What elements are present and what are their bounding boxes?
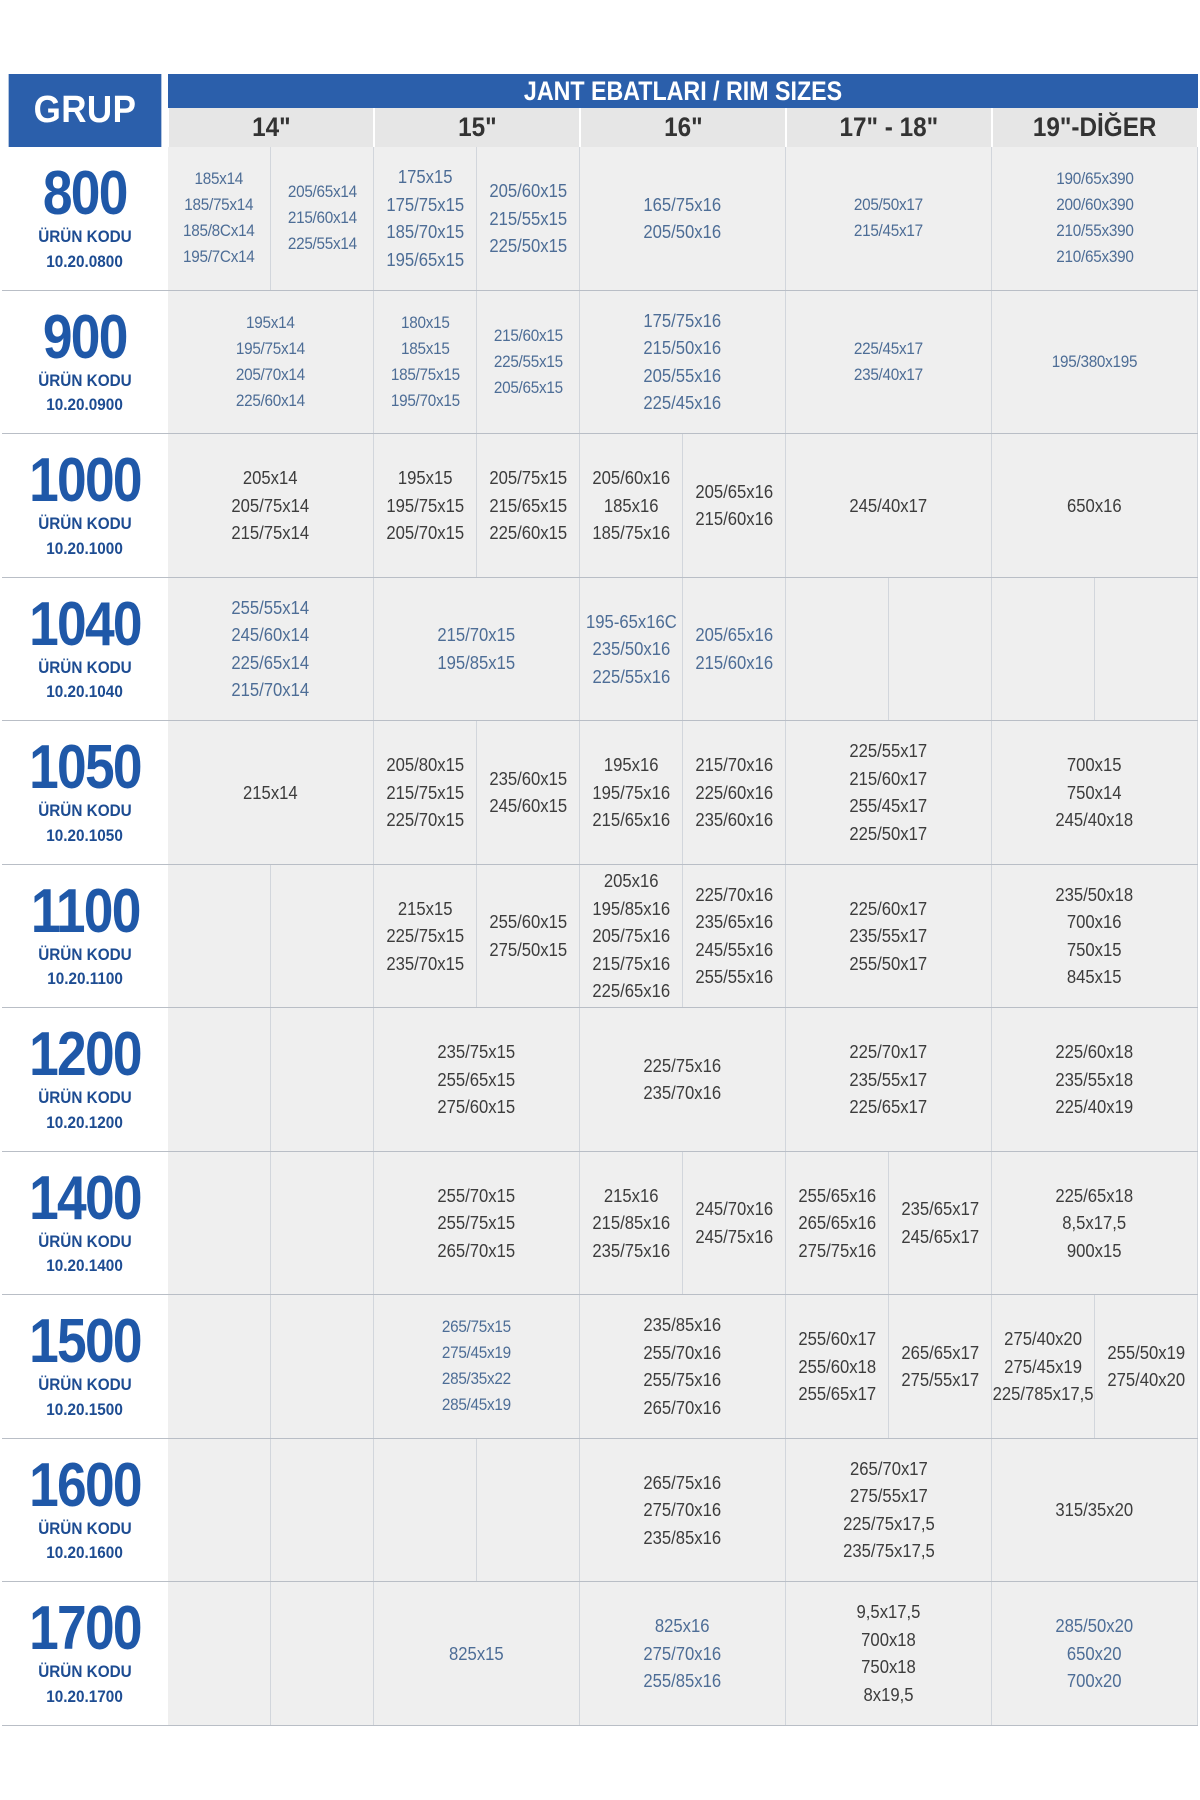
size-cell [1095, 578, 1198, 722]
product-code: 10.20.0800 [46, 251, 124, 271]
size-cell [889, 1295, 992, 1439]
size-cell [580, 1295, 786, 1439]
size-cell [271, 865, 374, 1009]
size-cell [374, 1582, 580, 1726]
size-cell [992, 434, 1198, 578]
size-cell [168, 147, 271, 291]
size-cell [786, 1582, 992, 1726]
size-list: 255/70x15 255/75x15 265/70x15 [437, 1184, 516, 1261]
size-list: 205x14 205/75x14 215/75x14 [231, 467, 310, 543]
group-cell [2, 434, 168, 578]
product-code-label: ÜRÜN KODU [38, 1088, 132, 1108]
size-list: 175x15 175/75x15 185/70x15 195/65x15 [386, 166, 464, 270]
size-list: 205/80x15 215/75x15 225/70x15 [386, 754, 464, 830]
size-list: 225/65x18 8,5x17,5 900x15 [1055, 1184, 1134, 1261]
product-code: 10.20.1600 [46, 1543, 124, 1563]
size-cell [580, 1008, 786, 1152]
size-cell [786, 1008, 992, 1152]
size-cell [786, 1439, 992, 1583]
size-cell [889, 1152, 992, 1296]
size-cell [786, 434, 992, 578]
product-code: 10.20.1100 [47, 969, 123, 989]
size-list: 225/70x16 235/65x16 245/55x16 255/55x16 [695, 883, 773, 988]
product-code-label: ÜRÜN KODU [38, 370, 132, 390]
size-cell [580, 721, 683, 865]
group-number: 900 [43, 302, 127, 372]
size-cell [889, 578, 992, 722]
size-list: 255/50x19 275/40x20 [1107, 1341, 1185, 1391]
size-list: 215x15 225/75x15 235/70x15 [386, 897, 464, 974]
size-list: 225/45x17 235/40x17 [853, 338, 924, 384]
size-list: 275/40x20 275/45x19 225/785x17,5 [992, 1328, 1094, 1404]
size-cell [168, 721, 374, 865]
size-cell [992, 578, 1095, 722]
size-cell [992, 1439, 1198, 1583]
size-list: 235/65x17 245/65x17 [901, 1198, 979, 1247]
group-cell [2, 1152, 168, 1296]
product-code-label: ÜRÜN KODU [38, 801, 132, 821]
size-list: 205/65x14 215/60x14 225/55x14 [287, 182, 357, 254]
product-code-label: ÜRÜN KODU [38, 1375, 132, 1395]
size-cell [374, 434, 477, 578]
size-cell [786, 147, 992, 291]
size-cell [271, 1439, 374, 1583]
size-list: 265/70x17 275/55x17 225/75x17,5 235/75x17,5 [842, 1457, 935, 1562]
size-cell [992, 291, 1198, 435]
size-cell [477, 291, 580, 435]
size-cell [992, 721, 1198, 865]
size-list: 315/35x20 [1055, 1499, 1134, 1520]
size-list: 185x14 185/75x14 185/8Cx14 195/7Cx14 [183, 169, 255, 267]
group-cell [2, 1582, 168, 1726]
size-cell [786, 721, 992, 865]
group-number: 1400 [29, 1163, 141, 1233]
product-code: 10.20.1200 [46, 1112, 124, 1132]
size-cell [477, 1439, 580, 1583]
size-header-label: 16" [663, 112, 703, 142]
size-list: 700x15 750x14 245/40x18 [1055, 754, 1134, 830]
size-header-label: 14" [251, 112, 291, 142]
size-list: 235/50x18 700x16 750x15 845x15 [1055, 883, 1134, 988]
size-cell [374, 1295, 580, 1439]
group-cell [2, 1439, 168, 1583]
group-column-header: GRUP [9, 74, 162, 147]
size-list: 225/60x17 235/55x17 255/50x17 [849, 897, 928, 974]
group-cell [2, 865, 168, 1009]
product-code-label: ÜRÜN KODU [38, 227, 132, 247]
size-list: 205/65x16 215/60x16 [695, 480, 773, 530]
size-cell [580, 291, 786, 435]
product-code-label: ÜRÜN KODU [38, 1662, 132, 1682]
group-number: 1000 [29, 446, 141, 516]
size-cell [992, 865, 1198, 1009]
size-cell [168, 1295, 271, 1439]
size-cell [374, 1008, 580, 1152]
size-list: 255/65x16 265/65x16 275/75x16 [798, 1184, 876, 1261]
group-number: 1050 [29, 733, 141, 803]
size-cell [580, 1439, 786, 1583]
size-list: 205/50x17 215/45x17 [853, 195, 924, 241]
size-list: 195-65x16C 235/50x16 225/55x16 [585, 610, 677, 687]
size-cell [786, 578, 889, 722]
size-cell [786, 291, 992, 435]
size-cell [168, 578, 374, 722]
size-list: 265/75x16 275/70x16 235/85x16 [643, 1471, 722, 1548]
product-code: 10.20.1050 [46, 825, 124, 845]
table-title [168, 74, 1198, 108]
size-list: 180x15 185x15 185/75x15 195/70x15 [390, 312, 460, 410]
size-cell [168, 434, 374, 578]
group-number: 800 [43, 159, 127, 229]
group-cell [2, 1008, 168, 1152]
size-list: 175/75x16 215/50x16 205/55x16 225/45x16 [643, 309, 722, 414]
group-number: 1600 [29, 1450, 141, 1520]
size-header-label: 17" - 18" [839, 112, 939, 142]
group-cell [2, 578, 168, 722]
size-list: 225/60x18 235/55x18 225/40x19 [1055, 1041, 1134, 1117]
size-cell [374, 291, 477, 435]
product-code: 10.20.1000 [46, 538, 124, 558]
size-list: 235/85x16 255/70x16 255/75x16 265/70x16 [643, 1314, 722, 1418]
size-list: 195/380x195 [1051, 351, 1138, 371]
size-cell [580, 147, 786, 291]
size-cell [271, 1295, 374, 1439]
size-cell [374, 721, 477, 865]
size-header-15 [374, 108, 579, 147]
size-cell [580, 434, 683, 578]
size-cell [683, 865, 786, 1009]
size-cell [992, 1152, 1198, 1296]
size-list: 255/55x14 245/60x14 225/65x14 215/70x14 [231, 596, 310, 701]
size-cell [477, 865, 580, 1009]
product-code-label: ÜRÜN KODU [38, 657, 132, 677]
size-cell [271, 1582, 374, 1726]
size-list: 215/70x16 225/60x16 235/60x16 [695, 754, 773, 830]
size-list: 195x16 195/75x16 215/65x16 [592, 754, 670, 830]
size-header-17-18 [786, 108, 991, 147]
product-code: 10.20.1040 [46, 682, 124, 702]
group-number: 1500 [29, 1307, 141, 1377]
size-list: 215/60x15 225/55x15 205/65x15 [493, 325, 563, 397]
size-header-16 [580, 108, 785, 147]
size-list: 285/50x20 650x20 700x20 [1055, 1615, 1134, 1691]
rim-size-table [2, 74, 1198, 1726]
size-cell [374, 865, 477, 1009]
size-list: 255/60x15 275/50x15 [489, 911, 567, 960]
size-list: 225/75x16 235/70x16 [643, 1054, 722, 1104]
product-code-label: ÜRÜN KODU [38, 1231, 132, 1251]
size-list: 205/75x15 215/65x15 225/60x15 [489, 467, 567, 543]
group-cell [2, 147, 168, 291]
size-cell [786, 865, 992, 1009]
size-list: 245/70x16 245/75x16 [695, 1198, 773, 1247]
size-cell [168, 1152, 271, 1296]
size-cell [374, 1439, 477, 1583]
group-number: 1700 [29, 1594, 141, 1664]
size-cell [992, 1295, 1095, 1439]
product-code: 10.20.1500 [46, 1399, 124, 1419]
size-cell [786, 1152, 889, 1296]
size-list: 205/65x16 215/60x16 [695, 624, 773, 673]
size-list: 215/70x15 195/85x15 [437, 624, 516, 673]
size-cell [477, 147, 580, 291]
size-cell [374, 578, 580, 722]
size-cell [683, 721, 786, 865]
group-number: 1200 [29, 1020, 141, 1090]
size-list: 245/40x17 [849, 494, 928, 516]
size-cell [168, 1439, 271, 1583]
size-cell [786, 1295, 889, 1439]
size-cell [168, 1008, 271, 1152]
size-header-14 [168, 108, 373, 147]
size-cell [992, 147, 1198, 291]
size-list: 235/60x15 245/60x15 [489, 767, 567, 817]
size-list: 825x15 [449, 1642, 504, 1664]
size-list: 650x16 [1067, 494, 1122, 516]
product-code: 10.20.1700 [46, 1686, 124, 1706]
group-cell [2, 291, 168, 435]
product-code-label: ÜRÜN KODU [38, 1518, 132, 1538]
size-list: 235/75x15 255/65x15 275/60x15 [437, 1041, 516, 1117]
size-list: 205/60x15 215/55x15 225/50x15 [489, 180, 567, 256]
size-cell [477, 721, 580, 865]
size-list: 195x15 195/75x15 205/70x15 [386, 467, 464, 543]
size-list: 225/55x17 215/60x17 255/45x17 225/50x17 [849, 740, 928, 844]
size-cell [271, 1152, 374, 1296]
size-cell [271, 147, 374, 291]
size-cell [992, 1582, 1198, 1726]
size-cell [1095, 1295, 1198, 1439]
size-list: 255/60x17 255/60x18 255/65x17 [798, 1328, 876, 1404]
size-cell [580, 865, 683, 1009]
table-title-text: JANT EBATLARI / RIM SIZES [523, 75, 843, 106]
size-list: 265/75x15 275/45x19 285/35x22 285/45x19 [441, 1317, 512, 1415]
size-cell [168, 291, 374, 435]
size-cell [374, 1152, 580, 1296]
size-list: 265/65x17 275/55x17 [901, 1341, 979, 1391]
group-cell [2, 721, 168, 865]
size-list: 825x16 275/70x16 255/85x16 [643, 1615, 722, 1691]
size-header-19-other [992, 108, 1197, 147]
size-cell [580, 578, 683, 722]
size-list: 195x14 195/75x14 205/70x14 225/60x14 [235, 312, 306, 410]
group-number: 1040 [29, 589, 141, 659]
group-cell [2, 1295, 168, 1439]
size-cell [580, 1152, 683, 1296]
size-cell [580, 1582, 786, 1726]
product-code: 10.20.1400 [46, 1256, 124, 1276]
size-cell [683, 1152, 786, 1296]
size-cell [683, 434, 786, 578]
size-list: 190/65x390 200/60x390 210/55x390 210/65x390 [1055, 169, 1134, 267]
size-list: 9,5x17,5 700x18 750x18 8x19,5 [856, 1601, 921, 1705]
size-list: 165/75x16 205/50x16 [643, 193, 722, 243]
size-list: 215x14 [243, 781, 298, 803]
size-header-label: 15" [457, 112, 497, 142]
product-code-label: ÜRÜN KODU [38, 944, 132, 964]
size-list: 225/70x17 235/55x17 225/65x17 [849, 1041, 928, 1117]
size-list: 205/60x16 185x16 185/75x16 [592, 467, 670, 543]
size-list: 215x16 215/85x16 235/75x16 [592, 1184, 670, 1261]
size-cell [168, 865, 271, 1009]
row-divider [2, 1725, 1198, 1726]
size-cell [992, 1008, 1198, 1152]
size-header-label: 19"-DİĞER [1033, 112, 1157, 142]
product-code: 10.20.0900 [46, 395, 124, 415]
size-cell [271, 1008, 374, 1152]
size-cell [168, 1582, 271, 1726]
size-cell [477, 434, 580, 578]
size-cell [683, 578, 786, 722]
size-cell [374, 147, 477, 291]
group-number: 1100 [30, 876, 140, 946]
size-list: 205x16 195/85x16 205/75x16 215/75x16 225/65x16 [592, 870, 670, 1001]
product-code-label: ÜRÜN KODU [38, 514, 132, 534]
